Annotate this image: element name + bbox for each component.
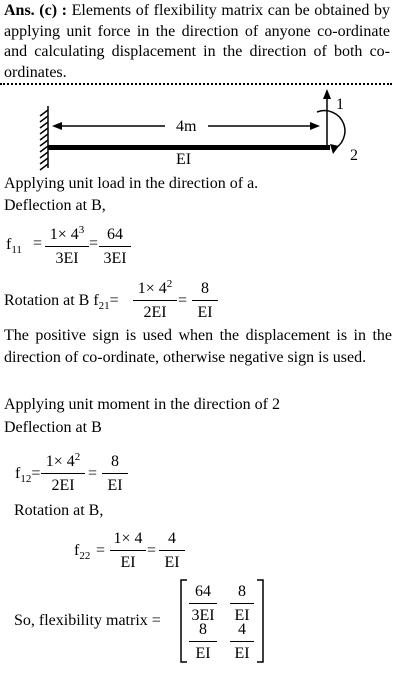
apply-unit-load-line: Applying unit load in the direction of a. — [4, 175, 259, 192]
matrix-cell-r1c1: $\frac{64}{3EI}$ — [189, 584, 217, 624]
beam-rigidity-label: EI — [176, 151, 192, 168]
equals-sign: = — [89, 235, 99, 252]
fixed-support-hatching — [40, 106, 48, 170]
f21-fraction: $\frac{1\times 4^2}{2EI}$ — [133, 281, 177, 321]
matrix-cell-r2c1: $\frac{8}{EI}$ — [189, 622, 217, 662]
f21-result: $\frac{8}{EI}$ — [192, 281, 218, 321]
f12-result: $\frac{8}{EI}$ — [102, 454, 128, 494]
beam — [48, 145, 330, 150]
coordinate-2-label: 2 — [350, 147, 358, 164]
so-flexibility-matrix-line: So, flexibility matrix = — [14, 612, 161, 629]
matrix-cell-r1c2: $\frac{8}{EI}$ — [230, 584, 254, 624]
f12-fraction: $\frac{1\times 4^2}{2EI}$ — [41, 454, 85, 494]
equals-sign: = — [33, 235, 43, 252]
coordinate-2-moment-arc — [317, 111, 345, 150]
rotation-at-b-line: Rotation at B $f_{21}=$ — [4, 292, 119, 312]
rotation-at-b-2-line: Rotation at B, — [14, 502, 104, 519]
equals-sign: = — [178, 292, 188, 309]
f12-symbol: $f_{12}=$ — [15, 465, 41, 485]
dotted-divider — [0, 83, 392, 85]
coordinate-1-label: 1 — [336, 96, 344, 113]
apply-unit-moment-line: Applying unit moment in the direction of 2 — [4, 396, 280, 413]
f11-fraction: $\frac{1\times 4^3}{3EI}$ — [45, 227, 89, 267]
answer-intro-text: Elements of flexibility matrix can be obtained by applying unit force in the direction of anyone co-ordinate and calculating displacement in the direction of both co-ordinates. — [4, 2, 390, 81]
f22-result: $\frac{4}{EI}$ — [159, 531, 185, 571]
f22-fraction: $\frac{1\times 4}{EI}$ — [110, 531, 146, 571]
beam-length-label: 4m — [176, 118, 197, 135]
deflection-at-b-line: Deflection at B, — [4, 197, 106, 214]
matrix-cell-r2c2: $\frac{4}{EI}$ — [230, 622, 254, 662]
equals-sign: = — [88, 465, 98, 482]
answer-label: Ans. (c) : — [4, 2, 67, 19]
f22-symbol: $f_{22}$ — [74, 542, 91, 562]
f11-symbol: $f_{11}$ — [6, 236, 22, 256]
deflection-at-b-2-line: Deflection at B — [4, 419, 102, 436]
answer-intro — [4, 1, 390, 83]
equals-sign: = — [147, 542, 157, 559]
f11-result: $\frac{64}{3EI}$ — [99, 227, 131, 267]
positive-sign-note: The positive sign is used when the displacement is in the direction of co-ordinate, otherwise negative sign is used. — [4, 327, 392, 366]
equals-sign: = — [96, 542, 106, 559]
